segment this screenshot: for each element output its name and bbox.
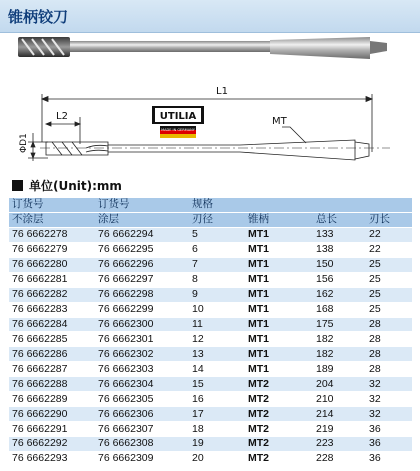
- cell-uncoated-no: 76 6662292: [9, 437, 95, 452]
- cell-taper: MT2: [245, 437, 313, 452]
- cell-taper: MT2: [245, 422, 313, 437]
- cell-diameter: 17: [189, 407, 245, 422]
- cell-diameter: 12: [189, 332, 245, 347]
- cell-coated-no: 76 6662307: [95, 422, 189, 437]
- table-row: [9, 272, 412, 287]
- cell-total-length: 156: [313, 272, 366, 287]
- header-order-no: 订货号: [9, 198, 95, 212]
- cell-diameter: 14: [189, 362, 245, 377]
- cell-uncoated-no: 76 6662290: [9, 407, 95, 422]
- header-total-length: 总长: [313, 212, 366, 227]
- bullet-square-icon: [12, 180, 23, 191]
- cell-coated-no: 76 6662306: [95, 407, 189, 422]
- table-row: [9, 317, 412, 332]
- cell-coated-no: 76 6662295: [95, 242, 189, 257]
- cell-taper: MT1: [245, 317, 313, 332]
- logo-sub: MADE IN GERMANY: [161, 128, 195, 132]
- cell-coated-no: 76 6662296: [95, 257, 189, 272]
- cell-flute-length: 28: [366, 317, 412, 332]
- cell-uncoated-no: 76 6662281: [9, 272, 95, 287]
- cell-flute-length: 36: [366, 437, 412, 452]
- technical-drawing: [28, 94, 390, 161]
- table-row: [9, 287, 412, 302]
- unit-label: 单位(Unit):mm: [29, 178, 122, 193]
- cell-taper: MT1: [245, 257, 313, 272]
- cell-taper: MT1: [245, 242, 313, 257]
- cell-total-length: 182: [313, 332, 366, 347]
- table-row: [9, 227, 412, 242]
- cell-coated-no: 76 6662305: [95, 392, 189, 407]
- cell-taper: MT1: [245, 347, 313, 362]
- cell-coated-no: 76 6662303: [95, 362, 189, 377]
- brand-logo: [152, 106, 204, 138]
- cell-uncoated-no: 76 6662278: [9, 227, 95, 242]
- cell-diameter: 15: [189, 377, 245, 392]
- table-row: [9, 332, 412, 347]
- cell-flute-length: 25: [366, 257, 412, 272]
- cell-total-length: 175: [313, 317, 366, 332]
- table-row: [9, 302, 412, 317]
- cell-taper: MT1: [245, 287, 313, 302]
- cell-uncoated-no: 76 6662287: [9, 362, 95, 377]
- cell-taper: MT2: [245, 377, 313, 392]
- cell-diameter: 6: [189, 242, 245, 257]
- cell-diameter: 20: [189, 451, 245, 466]
- cell-diameter: 19: [189, 437, 245, 452]
- cell-uncoated-no: 76 6662291: [9, 422, 95, 437]
- header-order-no: 订货号: [95, 198, 189, 212]
- cell-flute-length: 22: [366, 242, 412, 257]
- cell-flute-length: 28: [366, 332, 412, 347]
- cell-total-length: 219: [313, 422, 366, 437]
- cell-coated-no: 76 6662309: [95, 451, 189, 466]
- cell-taper: MT1: [245, 302, 313, 317]
- cell-total-length: 210: [313, 392, 366, 407]
- header-spec: 规格: [189, 198, 412, 212]
- header-diameter: 刃径: [189, 212, 245, 227]
- cell-total-length: 228: [313, 451, 366, 466]
- unit-line: [12, 176, 122, 194]
- cell-uncoated-no: 76 6662286: [9, 347, 95, 362]
- cell-coated-no: 76 6662304: [95, 377, 189, 392]
- cell-diameter: 8: [189, 272, 245, 287]
- cell-total-length: 189: [313, 362, 366, 377]
- cell-diameter: 11: [189, 317, 245, 332]
- cell-taper: MT2: [245, 407, 313, 422]
- cell-uncoated-no: 76 6662280: [9, 257, 95, 272]
- table-row: [9, 257, 412, 272]
- dim-label-l2: L2: [56, 111, 68, 122]
- cell-diameter: 9: [189, 287, 245, 302]
- table-row: [9, 407, 412, 422]
- product-drawing: [0, 32, 420, 174]
- cell-uncoated-no: 76 6662279: [9, 242, 95, 257]
- table-row: [9, 451, 412, 466]
- cell-flute-length: 36: [366, 451, 412, 466]
- cell-flute-length: 25: [366, 272, 412, 287]
- table-row: [9, 437, 412, 452]
- table-row: [9, 242, 412, 257]
- cell-flute-length: 28: [366, 362, 412, 377]
- cell-diameter: 7: [189, 257, 245, 272]
- cell-total-length: 182: [313, 347, 366, 362]
- cell-uncoated-no: 76 6662289: [9, 392, 95, 407]
- cell-uncoated-no: 76 6662288: [9, 377, 95, 392]
- cell-taper: MT2: [245, 392, 313, 407]
- cell-flute-length: 28: [366, 347, 412, 362]
- table-row: [9, 422, 412, 437]
- cell-uncoated-no: 76 6662283: [9, 302, 95, 317]
- cell-total-length: 133: [313, 227, 366, 242]
- header-row-1: [9, 198, 412, 212]
- cell-coated-no: 76 6662300: [95, 317, 189, 332]
- cell-flute-length: 32: [366, 377, 412, 392]
- header-taper: 锥柄: [245, 212, 313, 227]
- cell-diameter: 13: [189, 347, 245, 362]
- table-row: [9, 392, 412, 407]
- cell-total-length: 162: [313, 287, 366, 302]
- cell-uncoated-no: 76 6662282: [9, 287, 95, 302]
- header-row-2: [9, 212, 412, 227]
- cell-uncoated-no: 76 6662285: [9, 332, 95, 347]
- dim-label-mt: MT: [272, 116, 287, 127]
- cell-flute-length: 22: [366, 227, 412, 242]
- cell-coated-no: 76 6662294: [95, 227, 189, 242]
- cell-diameter: 18: [189, 422, 245, 437]
- reamer-photo: [18, 37, 387, 59]
- table-row: [9, 362, 412, 377]
- header-coated: 涂层: [95, 212, 189, 227]
- cell-taper: MT2: [245, 451, 313, 466]
- dim-label-l1: L1: [216, 86, 228, 97]
- cell-total-length: 150: [313, 257, 366, 272]
- cell-flute-length: 32: [366, 392, 412, 407]
- page-title: 锥柄铰刀: [8, 8, 69, 26]
- cell-flute-length: 32: [366, 407, 412, 422]
- cell-flute-length: 25: [366, 302, 412, 317]
- cell-total-length: 204: [313, 377, 366, 392]
- cell-coated-no: 76 6662298: [95, 287, 189, 302]
- cell-diameter: 10: [189, 302, 245, 317]
- cell-coated-no: 76 6662299: [95, 302, 189, 317]
- cell-taper: MT1: [245, 332, 313, 347]
- cell-total-length: 138: [313, 242, 366, 257]
- cell-taper: MT1: [245, 362, 313, 377]
- cell-taper: MT1: [245, 227, 313, 242]
- cell-coated-no: 76 6662297: [95, 272, 189, 287]
- header-uncoated: 不涂层: [9, 212, 95, 227]
- cell-uncoated-no: 76 6662284: [9, 317, 95, 332]
- table-row: [9, 377, 412, 392]
- logo-text: UTILIA: [159, 111, 197, 122]
- cell-uncoated-no: 76 6662293: [9, 451, 95, 466]
- cell-diameter: 5: [189, 227, 245, 242]
- cell-diameter: 16: [189, 392, 245, 407]
- cell-flute-length: 36: [366, 422, 412, 437]
- header-flute-length: 刃长: [366, 212, 412, 227]
- cell-coated-no: 76 6662308: [95, 437, 189, 452]
- dim-label-d1: ΦD1: [19, 133, 29, 153]
- spec-table: [9, 198, 412, 467]
- cell-taper: MT1: [245, 272, 313, 287]
- cell-total-length: 168: [313, 302, 366, 317]
- cell-coated-no: 76 6662302: [95, 347, 189, 362]
- cell-total-length: 214: [313, 407, 366, 422]
- reamer-drawing-svg: [0, 32, 420, 174]
- cell-total-length: 223: [313, 437, 366, 452]
- cell-flute-length: 25: [366, 287, 412, 302]
- table-row: [9, 347, 412, 362]
- cell-coated-no: 76 6662301: [95, 332, 189, 347]
- title-bar: [0, 0, 420, 33]
